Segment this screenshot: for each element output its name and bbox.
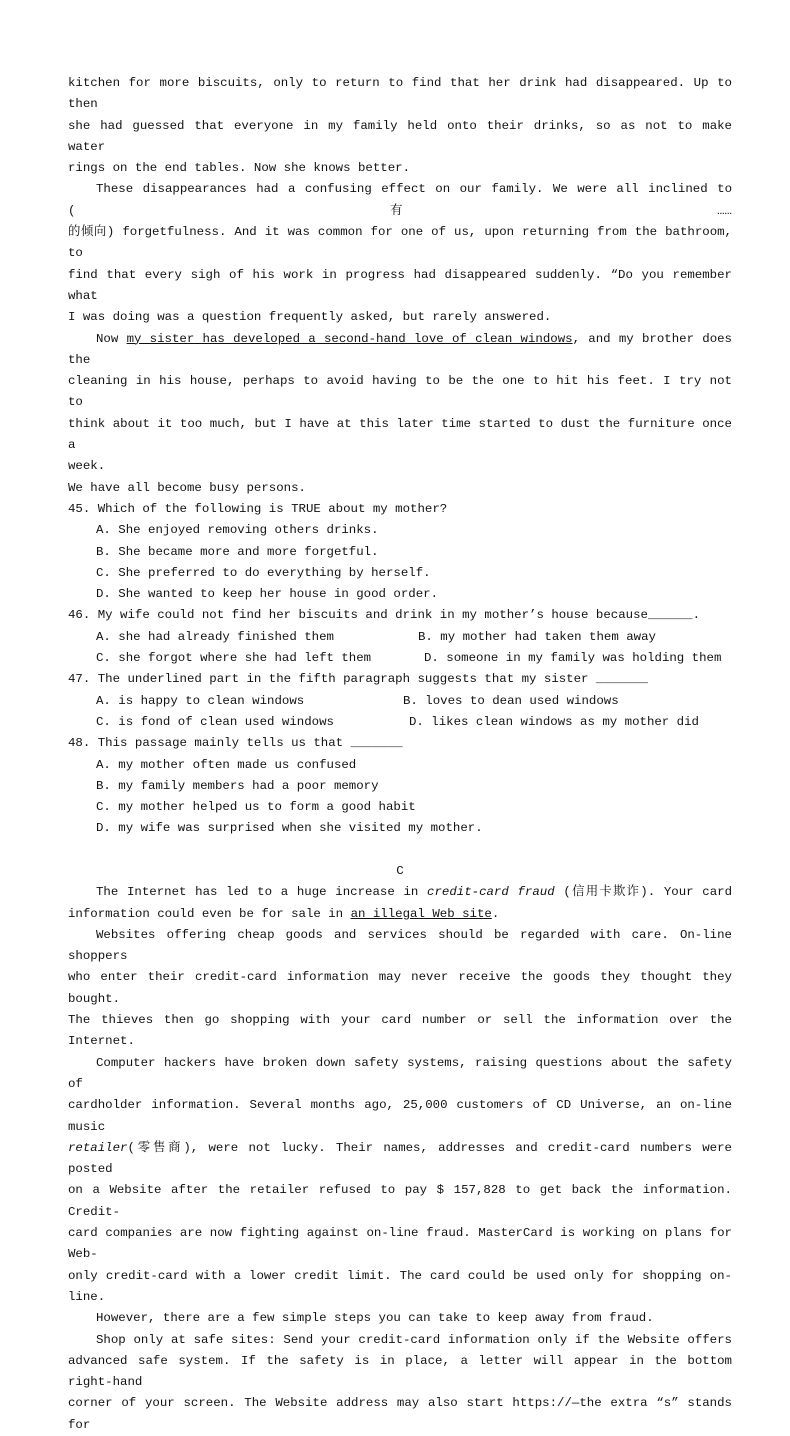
paragraph-busy: We have all become busy persons.: [68, 480, 306, 495]
question-stem: 46. My wife could not find her biscuits and drink in my mother’s house because______.: [68, 608, 701, 623]
text-line: The thieves then go shopping with your card number or sell the information over the Internet.: [68, 1013, 732, 1049]
text-line: 的倾向) forgetfulness. And it was common for one of us, upon returning from the bathroom, to: [68, 225, 732, 261]
text-run: information could even be for sale in: [68, 906, 351, 921]
question-47: [68, 669, 732, 733]
text-run: , and my brother does the: [68, 331, 732, 367]
text-line: These disappearances had a confusing effect on our family. We were all inclined to (有……: [68, 182, 732, 218]
text-line: [68, 882, 732, 903]
option-a: A. my mother often made us confused: [96, 757, 357, 772]
text-line: [68, 329, 732, 372]
question-stem: 45. Which of the following is TRUE about my mother?: [68, 501, 448, 516]
question-46: [68, 605, 732, 669]
text-line: Shop only at safe sites: Send your credit-card information only if the Website offers: [96, 1332, 732, 1347]
question-stem: 48. This passage mainly tells us that _______: [68, 736, 403, 751]
c-paragraph-5: [68, 1330, 732, 1436]
option-b: B. my mother had taken them away: [418, 629, 656, 644]
text-line: only credit-card with a lower credit limit. The card could be used only for shopping on-line.: [68, 1268, 732, 1304]
option-b: B. my family members had a poor memory: [96, 778, 379, 793]
text-line: [68, 904, 732, 925]
option-d: D. likes clean windows as my mother did: [409, 714, 699, 729]
c-paragraph-2: [68, 925, 732, 1053]
text-run: (零售商), were not lucky. Their names, addresses and credit-card numbers were posted: [68, 1140, 732, 1177]
text-line: card companies are now fighting against on-line fraud. MasterCard is working on plans for Web-: [68, 1226, 732, 1262]
option-row: [68, 712, 732, 733]
c-paragraph-3: [68, 1053, 732, 1309]
option-row: [68, 648, 732, 669]
text-line: [68, 1138, 732, 1181]
text-line: I was doing was a question frequently asked, but rarely answered.: [68, 310, 552, 325]
text-line: rings on the end tables. Now she knows better.: [68, 161, 411, 176]
paragraph-now: [68, 329, 732, 478]
text-line: who enter their credit-card information may never receive the goods they thought they bought.: [68, 970, 732, 1006]
paragraph-disappearances: [68, 179, 732, 328]
option-a: A. she had already finished them: [96, 629, 334, 644]
text-line: think about it too much, but I have at this later time started to dust the furniture once a: [68, 416, 732, 453]
text-line: advanced safe system. If the safety is in place, a letter will appear in the bottom right-hand: [68, 1353, 732, 1390]
question-48: [68, 733, 732, 839]
paragraph-intro: [68, 73, 732, 179]
text-run: The Internet has led to a huge increase in: [96, 885, 428, 900]
option-b: B. She became more and more forgetful.: [96, 544, 379, 559]
option-b: B. loves to dean used windows: [403, 693, 619, 708]
section-heading: C: [396, 863, 404, 878]
c-paragraph-1: [68, 882, 732, 925]
text-line: corner of your screen. The Website address may also start https://—the extra “s” stands for: [68, 1396, 732, 1432]
option-row: [68, 691, 732, 712]
option-d: D. She wanted to keep her house in good order.: [96, 587, 439, 602]
option-c: C. She preferred to do everything by herself.: [96, 565, 431, 580]
text-line: cardholder information. Several months ago, 25,000 customers of CD Universe, an on-line music: [68, 1098, 732, 1134]
option-a: A. is happy to clean windows: [96, 693, 305, 708]
spacer: [68, 840, 732, 861]
text-line: cleaning in his house, perhaps to avoid having to be the one to hit his feet. I try not to: [68, 374, 732, 410]
text-run: (信用卡欺诈). Your card: [554, 885, 733, 900]
option-d: D. my wife was surprised when she visited my mother.: [96, 821, 483, 836]
question-45: [68, 499, 732, 605]
underlined-phrase: an illegal Web site: [350, 906, 492, 921]
option-c: C. is fond of clean used windows: [96, 714, 334, 729]
c-paragraph-4: However, there are a few simple steps you can take to keep away from fraud.: [96, 1311, 654, 1326]
text-line: find that every sigh of his work in progress had disappeared suddenly. “Do you remember what: [68, 267, 732, 303]
underlined-phrase: my sister has developed a second-hand love of clean windows: [126, 331, 573, 346]
text-run: Now: [96, 331, 127, 346]
option-d: D. someone in my family was holding them: [424, 651, 722, 666]
text-line: Websites offering cheap goods and services should be regarded with care. On-line shoppers: [68, 927, 732, 964]
text-run: .: [491, 906, 500, 921]
italic-term: credit-card fraud: [427, 885, 555, 900]
italic-term: retailer: [68, 1140, 128, 1155]
text-line: week.: [68, 459, 106, 474]
document-page: [68, 73, 732, 1436]
text-line: Computer hackers have broken down safety systems, raising questions about the safety of: [68, 1055, 732, 1091]
option-a: A. She enjoyed removing others drinks.: [96, 523, 379, 538]
text-line: kitchen for more biscuits, only to return to find that her drink had disappeared. Up to then: [68, 76, 732, 112]
option-row: [68, 627, 732, 648]
text-line: she had guessed that everyone in my family held onto their drinks, so as not to make water: [68, 118, 732, 154]
text-line: on a Website after the retailer refused to pay $ 157,828 to get back the information. Credit-: [68, 1183, 732, 1219]
option-c: C. my mother helped us to form a good habit: [96, 800, 416, 815]
question-stem: 47. The underlined part in the fifth paragraph suggests that my sister _______: [68, 672, 648, 687]
option-c: C. she forgot where she had left them: [96, 651, 372, 666]
